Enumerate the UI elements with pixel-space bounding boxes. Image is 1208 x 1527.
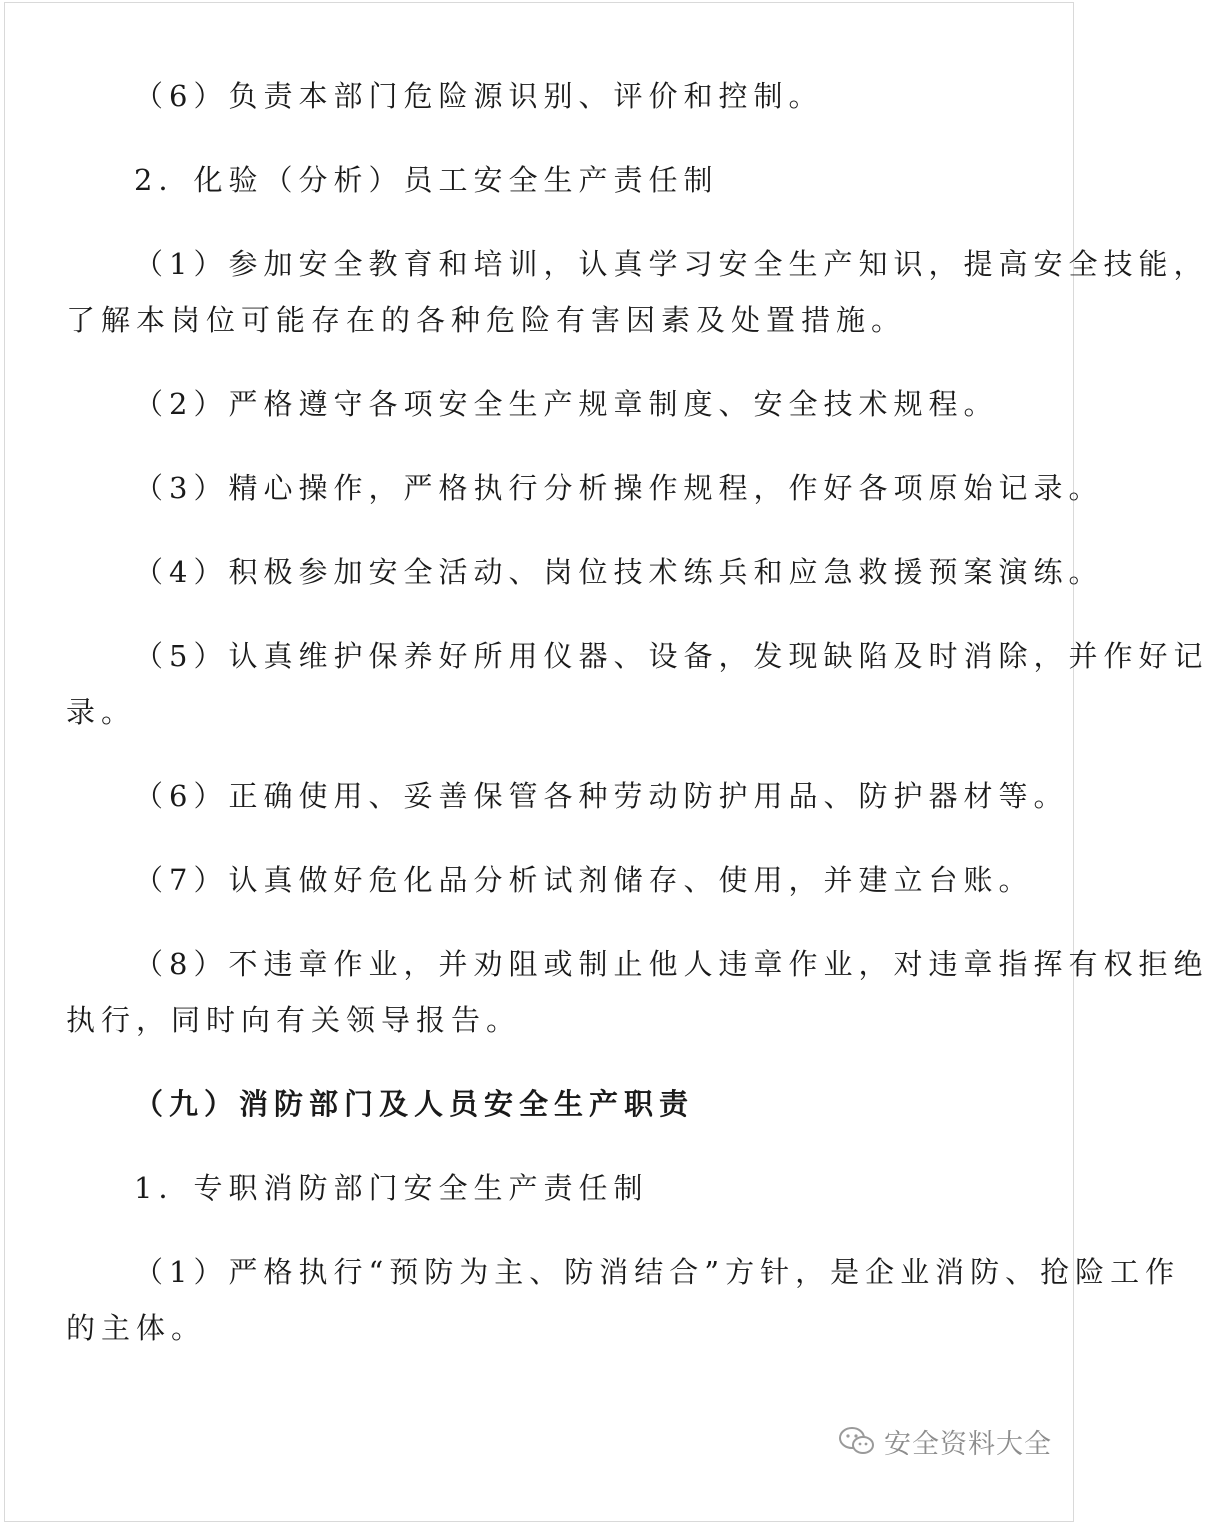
wechat-icon — [838, 1425, 876, 1457]
list-item-continuation: 了解本岗位可能存在的各种危险有害因素及处置措施。 — [66, 303, 907, 337]
section-heading: 1．专职消防部门安全生产责任制 — [134, 1171, 649, 1205]
watermark — [838, 1418, 1052, 1464]
list-item-continuation: 执行，同时向有关领导报告。 — [66, 1003, 522, 1037]
list-item: （8）不违章作业，并劝阻或制止他人违章作业，对违章指挥有权拒绝 — [134, 947, 1208, 981]
list-item-continuation: 录。 — [66, 695, 137, 729]
page-frame — [4, 2, 1074, 1522]
list-item: （6）负责本部门危险源识别、评价和控制。 — [134, 79, 824, 113]
list-item: （7）认真做好危化品分析试剂储存、使用，并建立台账。 — [134, 863, 1034, 897]
list-item: （1）严格执行“预防为主、防消结合”方针，是企业消防、抢险工作 — [134, 1255, 1181, 1289]
list-item: （4）积极参加安全活动、岗位技术练兵和应急救援预案演练。 — [134, 555, 1104, 589]
list-item: （3）精心操作，严格执行分析操作规程，作好各项原始记录。 — [134, 471, 1104, 505]
list-item: （6）正确使用、妥善保管各种劳动防护用品、防护器材等。 — [134, 779, 1069, 813]
list-item: （5）认真维护保养好所用仪器、设备，发现缺陷及时消除，并作好记 — [134, 639, 1208, 673]
list-item: （1）参加安全教育和培训，认真学习安全生产知识，提高安全技能， — [134, 247, 1208, 281]
watermark-text: 安全资料大全 — [884, 1428, 1052, 1460]
chapter-heading: （九）消防部门及人员安全生产职责 — [134, 1087, 695, 1121]
section-heading: 2．化验（分析）员工安全生产责任制 — [134, 163, 719, 197]
list-item: （2）严格遵守各项安全生产规章制度、安全技术规程。 — [134, 387, 999, 421]
list-item-continuation: 的主体。 — [66, 1311, 207, 1345]
